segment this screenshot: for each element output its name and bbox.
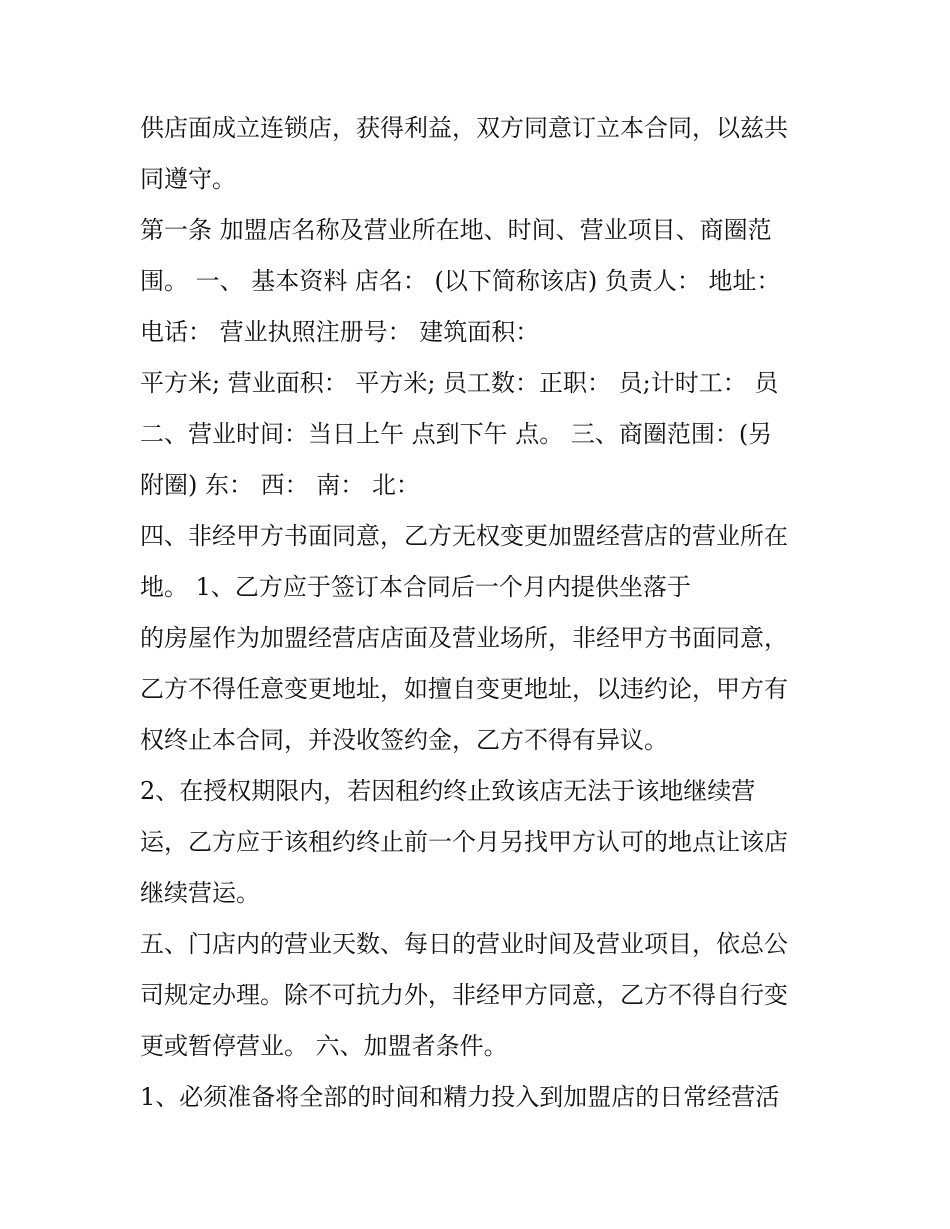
text-line: 乙方不得任意变更地址，如擅自变更地址，以违约论，甲方有 <box>140 675 788 703</box>
text-line: 五、门店内的营业天数、每日的营业时间及营业项目，依总公 <box>140 930 788 958</box>
text-line: 平方米; 营业面积： 平方米; 员工数：正职： 员;计时工： 员 <box>140 369 779 397</box>
text-line: 2、在授权期限内，若因租约终止致该店无法于该地继续营 <box>140 777 756 805</box>
text-line: 第一条 加盟店名称及营业所在地、时间、营业项目、商圈范 <box>140 216 772 244</box>
text-line: 四、非经甲方书面同意，乙方无权变更加盟经营店的营业所在 <box>140 522 788 550</box>
text-line: 继续营运。 <box>140 879 260 907</box>
text-line: 运，乙方应于该租约终止前一个月另找甲方认可的地点让该店 <box>140 828 788 856</box>
text-line: 供店面成立连锁店，获得利益，双方同意订立本合同，以兹共 <box>140 114 788 142</box>
text-line: 二、营业时间：当日上午 点到下午 点。 三、商圈范围：(另 <box>140 420 773 448</box>
text-line: 同遵守。 <box>140 165 236 193</box>
text-line: 附圈) 东： 西： 南： 北： <box>140 471 420 499</box>
text-line: 围。 一、 基本资料 店名： (以下简称该店) 负责人： 地址： <box>140 267 781 295</box>
text-line: 电话： 营业执照注册号： 建筑面积： <box>140 318 540 346</box>
text-line: 的房屋作为加盟经营店店面及营业场所，非经甲方书面同意， <box>140 624 788 652</box>
text-line: 更或暂停营业。 六、加盟者条件。 <box>140 1032 508 1060</box>
text-line: 权终止本合同，并没收签约金，乙方不得有异议。 <box>140 726 668 754</box>
text-line: 地。 1、乙方应于签订本合同后一个月内提供坐落于 <box>140 573 691 601</box>
text-line: 1、必须准备将全部的时间和精力投入到加盟店的日常经营活 <box>140 1083 780 1111</box>
text-line: 司规定办理。除不可抗力外，非经甲方同意，乙方不得自行变 <box>140 981 788 1009</box>
